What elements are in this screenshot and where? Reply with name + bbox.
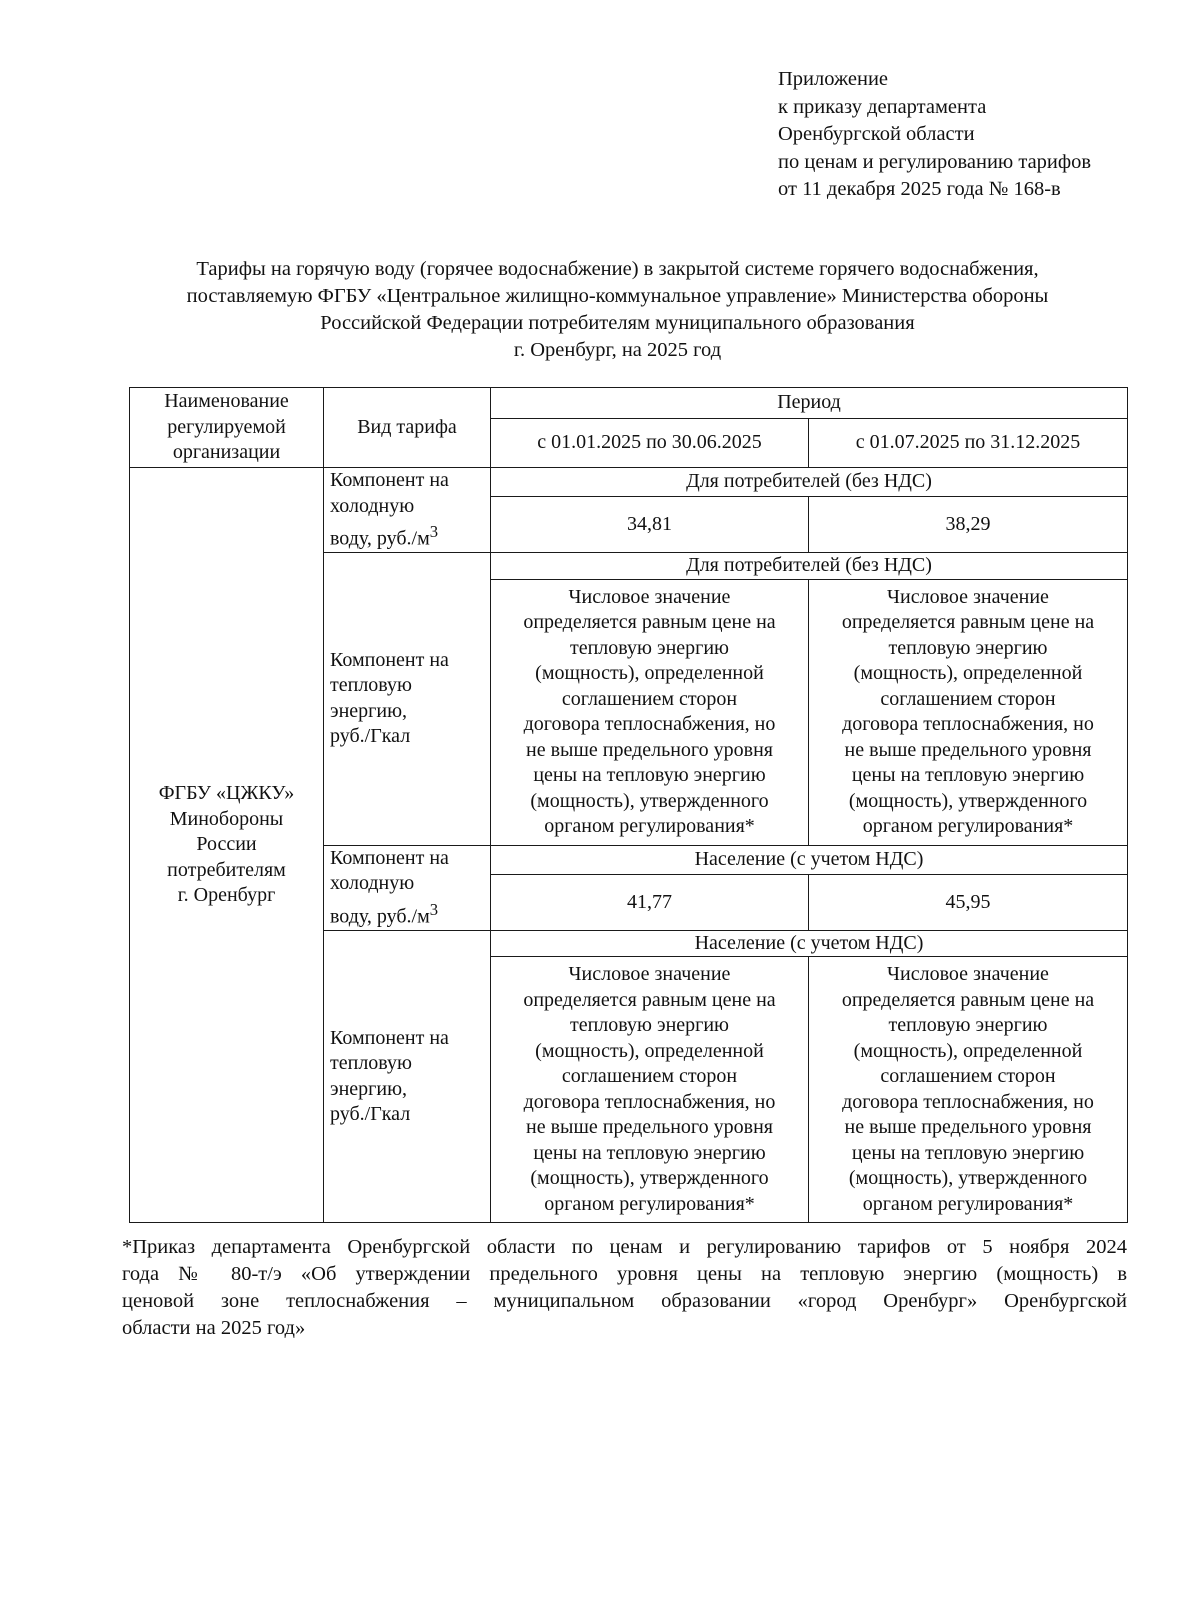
population-cold-value-p2: 45,95 [809,874,1128,930]
heat-label: Компонент на тепловую энергию, руб./Гкал [324,930,491,1223]
tariff-table [129,387,1128,1223]
population-vat-label: Население (с учетом НДС) [491,845,1128,874]
consumers-no-vat-label: Для потребителей (без НДС) [491,553,1128,580]
title-line: Тарифы на горячую воду (горячее водоснабжение) в закрытой системе горячего водоснабжения, [196,258,1039,280]
footnote-line: ценовой зоне теплоснабжения – муниципальном образовании «город Оренбург» Оренбургской [122,1290,1127,1312]
title-line: г. Оренбург, на 2025 год [513,339,722,361]
title-line: поставляемую ФГБУ «Центральное жилищно-коммунальное управление» Министерства обороны [186,285,1049,307]
title-line: Российской Федерации потребителям муниципального образования [320,312,915,334]
population-heat-text-p1: Числовое значение определяется равным цене на тепловую энергию (мощность), определенной соглашением сторон договора теплоснабжения, но не выше предельного уровня цены на тепловую энергию (мощность), утвержденного органом регулирования* [491,957,809,1223]
cold-water-label: Компонент на холодную воду, $руб./м^3$ [324,845,491,930]
org-cell: ФГБУ «ЦЖКУ» Минобороны России потребителям г. Оренбург [130,468,324,1223]
population-heat-text-p2: Числовое значение определяется равным цене на тепловую энергию (мощность), определенной соглашением сторон договора теплоснабжения, но не выше предельного уровня цены на тепловую энергию (мощность), утвержденного органом регулирования* [809,957,1128,1223]
appendix-line: к приказу департамента [778,95,987,118]
population-cold-value-p1: 41,77 [491,874,809,930]
population-vat-label: Население (с учетом НДС) [491,930,1128,957]
appendix-line: от 11 декабря 2025 года № 168-в [778,178,1061,200]
header-period: Период [491,388,1128,419]
consumers-heat-text-p2: Числовое значение определяется равным цене на тепловую энергию (мощность), определенной соглашением сторон договора теплоснабжения, но не выше предельного уровня цены на тепловую энергию (мощность), утвержденного органом регулирования* [809,579,1128,845]
cold-water-label: Компонент на холодную воду, $руб./м^3$ [324,468,491,553]
consumers-no-vat-label: Для потребителей (без НДС) [491,468,1128,497]
appendix-header [778,66,1178,204]
header-org-name: Наименование регулируемой организации [130,388,324,468]
footnote [122,1234,1127,1342]
footnote-line: года № 80-т/э «Об утверждении предельного уровня цены на тепловую энергию (мощность) в [122,1263,1127,1285]
appendix-line: по ценам и регулированию тарифов [778,150,1092,173]
consumers-heat-text-p1: Числовое значение определяется равным цене на тепловую энергию (мощность), определенной соглашением сторон договора теплоснабжения, но не выше предельного уровня цены на тепловую энергию (мощность), утвержденного органом регулирования* [491,579,809,845]
consumers-cold-value-p2: 38,29 [809,497,1128,553]
appendix-line: Приложение [778,68,889,90]
header-period-2: с 01.07.2025 по 31.12.2025 [809,419,1128,468]
consumers-cold-value-p1: 34,81 [491,497,809,553]
header-tariff-type: Вид тарифа [324,388,491,468]
document-title [115,256,1120,364]
footnote-line: области на 2025 год» [122,1317,306,1339]
footnote-line: *Приказ департамента Оренбургской области по ценам и регулированию тарифов от 5 ноября 2024 [122,1236,1127,1258]
header-period-1: с 01.01.2025 по 30.06.2025 [491,419,809,468]
heat-label: Компонент на тепловую энергию, руб./Гкал [324,553,491,846]
appendix-line: Оренбургской области [778,123,975,145]
